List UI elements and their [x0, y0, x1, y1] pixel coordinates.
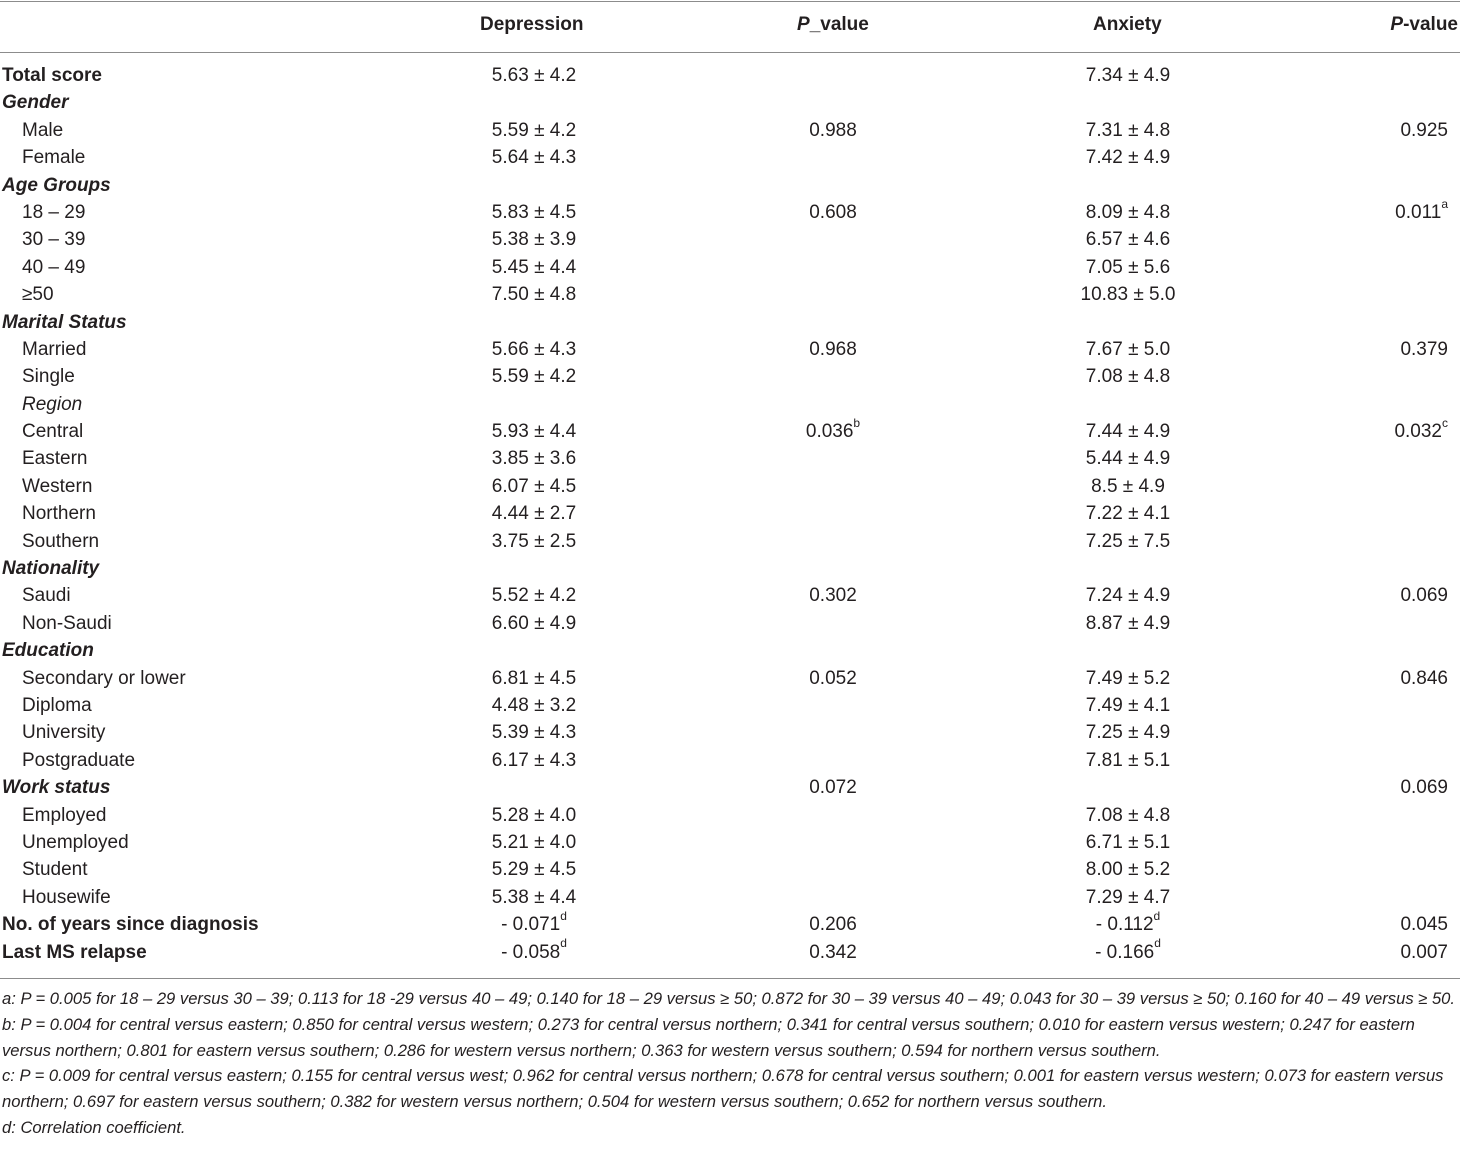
depression-cell-value: 5.29 ± 4.5 — [491, 859, 577, 881]
depression-p-value-cell-value: 0.206 — [809, 914, 857, 936]
table-row — [0, 856, 1460, 883]
row-label: Central — [22, 421, 84, 443]
row-label: Housewife — [22, 886, 111, 908]
row-label: Female — [22, 147, 86, 169]
depression-cell-value: 4.44 ± 2.7 — [491, 503, 577, 525]
row-label: 40 – 49 — [22, 256, 86, 278]
anxiety-p-value-cell — [1400, 911, 1448, 938]
table-row — [0, 473, 1460, 500]
depression-cell-value: 4.48 ± 3.2 — [491, 694, 577, 716]
table-row — [0, 336, 1460, 363]
row-label: 18 – 29 — [22, 201, 86, 223]
row-label: Education — [2, 640, 94, 662]
row-label: No. of years since diagnosis — [2, 914, 259, 936]
table-footnotes — [2, 986, 1458, 1141]
table-row — [0, 363, 1460, 390]
depression-p-value-cell-value: 0.988 — [809, 119, 857, 141]
depression-cell — [492, 610, 576, 637]
depression-cell-value: 5.52 ± 4.2 — [491, 585, 577, 607]
table-row — [0, 62, 1460, 89]
anxiety-cell-value: 7.31 ± 4.8 — [1085, 119, 1171, 141]
row-label: Nationality — [2, 558, 100, 580]
table-row — [0, 89, 1460, 116]
anxiety-p-value-cell — [1400, 665, 1448, 692]
table-row — [0, 582, 1460, 609]
anxiety-cell-value: 7.67 ± 5.0 — [1085, 338, 1171, 360]
depression-cell — [492, 144, 576, 171]
anxiety-cell-value: 7.81 ± 5.1 — [1085, 749, 1171, 771]
anxiety-cell — [1095, 936, 1161, 966]
depression-cell-value: 3.85 ± 3.6 — [491, 448, 577, 470]
row-label: Age Groups — [2, 174, 111, 196]
depression-cell — [501, 936, 567, 966]
table-row — [0, 281, 1460, 308]
depression-cell — [492, 856, 576, 883]
anxiety-cell — [1086, 719, 1170, 746]
anxiety-cell — [1086, 528, 1170, 555]
anxiety-cell — [1086, 856, 1170, 883]
depression-cell — [501, 908, 567, 938]
anxiety-p-value-cell-value: 0.925 — [1400, 119, 1448, 141]
anxiety-cell-value: 8.09 ± 4.8 — [1085, 201, 1171, 223]
row-label: Southern — [22, 530, 100, 552]
footnote-b: b: P = 0.004 for central versus eastern; 0.850 for central versus western; 0.273 for central versus northern; 0.341 for central versus southern; 0.010 for eastern versus western; 0.247 for eastern versus northern; 0.801 for eastern versus southern; 0.286 for western versus northern; 0.363 for western versus southern; 0.594 for northern versus southern. — [2, 1014, 1415, 1060]
row-label: Married — [22, 338, 87, 360]
anxiety-cell-value: 7.05 ± 5.6 — [1085, 256, 1171, 278]
table-row — [0, 254, 1460, 281]
depression-cell-value: 5.93 ± 4.4 — [491, 421, 577, 443]
depression-cell-value: - 0.071 — [501, 914, 561, 936]
table-row — [0, 692, 1460, 719]
depression-cell — [492, 363, 576, 390]
anxiety-cell — [1086, 254, 1170, 281]
table-row — [0, 309, 1460, 336]
row-label: Western — [22, 475, 93, 497]
header-p-value-2-p: P — [1390, 14, 1404, 35]
table-row — [0, 528, 1460, 555]
depression-p-value-cell-value: 0.052 — [809, 667, 857, 689]
anxiety-cell-value: 8.5 ± 4.9 — [1091, 475, 1165, 497]
depression-p-value-cell — [809, 939, 857, 966]
anxiety-cell — [1091, 473, 1165, 500]
row-label: Diploma — [22, 694, 92, 716]
row-label: Last MS relapse — [2, 941, 147, 963]
anxiety-cell-value: - 0.112 — [1095, 914, 1154, 936]
table-row — [0, 884, 1460, 911]
depression-p-value-cell — [809, 774, 857, 801]
depression-cell-value: 5.39 ± 4.3 — [491, 722, 577, 744]
row-label: Student — [22, 859, 88, 881]
anxiety-cell-value: 8.00 ± 5.2 — [1085, 859, 1171, 881]
depression-cell-value: 7.50 ± 4.8 — [491, 284, 577, 306]
header-p-value-2 — [1390, 14, 1458, 36]
anxiety-cell-value: 6.71 ± 5.1 — [1085, 831, 1171, 853]
depression-cell-value: 6.17 ± 4.3 — [491, 749, 577, 771]
depression-cell — [492, 747, 576, 774]
depression-cell-value: 5.38 ± 4.4 — [491, 886, 577, 908]
table-row — [0, 226, 1460, 253]
table-row — [0, 445, 1460, 472]
depression-cell — [492, 117, 576, 144]
depression-cell-value: 6.60 ± 4.9 — [491, 612, 577, 634]
header-p-value-1-rest: _value — [809, 14, 869, 35]
row-label: Non-Saudi — [22, 612, 112, 634]
depression-cell — [492, 445, 576, 472]
row-label: Secondary or lower — [22, 667, 186, 689]
anxiety-cell — [1086, 884, 1170, 911]
anxiety-p-value-cell — [1400, 774, 1448, 801]
header-p-value-1-p: P — [797, 14, 810, 35]
anxiety-p-value-cell — [1400, 117, 1448, 144]
anxiety-p-value-cell-value: 0.379 — [1400, 338, 1448, 360]
depression-cell-value: 5.38 ± 3.9 — [491, 229, 577, 251]
depression-cell-value: 5.59 ± 4.2 — [491, 366, 577, 388]
table-row — [0, 747, 1460, 774]
depression-cell — [492, 665, 576, 692]
depression-cell-value: - 0.058 — [501, 941, 561, 963]
depression-p-value-cell — [809, 665, 857, 692]
depression-cell-value: 6.07 ± 4.5 — [491, 475, 577, 497]
anxiety-cell — [1086, 445, 1170, 472]
header-anxiety: Anxiety — [1093, 14, 1162, 35]
anxiety-cell-value: 7.25 ± 7.5 — [1085, 530, 1171, 552]
anxiety-cell — [1086, 747, 1170, 774]
footnote-d: d: Correlation coefficient. — [2, 1117, 186, 1137]
anxiety-cell — [1086, 418, 1170, 445]
footnote-marker: d — [560, 908, 567, 923]
depression-cell — [492, 829, 576, 856]
depression-cell — [492, 802, 576, 829]
row-label: Work status — [2, 777, 111, 799]
depression-cell — [492, 582, 576, 609]
footnote-a: a: P = 0.005 for 18 – 29 versus 30 – 39; 0.113 for 18 -29 versus 40 – 49; 0.140 for 18 – 29 versus ≥ 50; 0.872 for 30 – 39 versus 40 – 49; 0.043 for 30 – 39 versus ≥ 50; 0.160 for 40 – 49 versus ≥ 50. — [2, 989, 1456, 1008]
table-body — [0, 62, 1460, 966]
depression-p-value-cell-value: 0.968 — [809, 338, 857, 360]
depression-cell — [492, 692, 576, 719]
anxiety-cell-value: 7.44 ± 4.9 — [1085, 421, 1171, 443]
depression-p-value-cell-value: 0.608 — [809, 201, 857, 223]
anxiety-cell — [1086, 665, 1170, 692]
anxiety-p-value-cell — [1400, 582, 1448, 609]
header-p-value-2-rest: -value — [1403, 14, 1458, 35]
depression-p-value-cell — [809, 199, 857, 226]
depression-cell-value: 3.75 ± 2.5 — [491, 530, 577, 552]
table-top-rule — [0, 1, 1460, 2]
anxiety-cell — [1086, 692, 1170, 719]
depression-cell — [492, 254, 576, 281]
depression-p-value-cell — [805, 415, 861, 445]
row-label: Total score — [2, 65, 102, 86]
anxiety-cell — [1086, 829, 1170, 856]
row-label: Northern — [22, 503, 96, 525]
footnote-marker: a — [1441, 196, 1448, 211]
depression-cell — [492, 528, 576, 555]
footnote-marker: d — [1154, 936, 1161, 951]
table-row — [0, 908, 1460, 938]
depression-p-value-cell-value: 0.302 — [809, 585, 857, 607]
anxiety-cell — [1086, 802, 1170, 829]
depression-cell — [492, 281, 576, 308]
footnote-marker: c — [1442, 415, 1448, 430]
table-row — [0, 802, 1460, 829]
depression-cell — [492, 336, 576, 363]
depression-cell-value: 5.63 ± 4.2 — [491, 65, 577, 86]
anxiety-p-value-cell-value: 0.045 — [1400, 914, 1448, 936]
anxiety-cell-value: 7.34 ± 4.9 — [1085, 65, 1171, 86]
row-label: 30 – 39 — [22, 229, 86, 251]
anxiety-cell-value: 8.87 ± 4.9 — [1085, 612, 1171, 634]
anxiety-cell — [1086, 610, 1170, 637]
anxiety-cell — [1086, 62, 1170, 89]
table-row — [0, 196, 1460, 226]
anxiety-p-value-cell-value: 0.069 — [1400, 585, 1448, 607]
anxiety-cell-value: 7.24 ± 4.9 — [1085, 585, 1171, 607]
depression-cell — [492, 719, 576, 746]
table-row — [0, 117, 1460, 144]
anxiety-cell-value: 7.08 ± 4.8 — [1085, 366, 1171, 388]
depression-cell — [492, 62, 576, 89]
table-row — [0, 391, 1460, 418]
anxiety-cell — [1086, 336, 1170, 363]
table-row — [0, 415, 1460, 445]
footnote-marker: b — [853, 415, 861, 430]
table-row — [0, 829, 1460, 856]
table-row — [0, 500, 1460, 527]
anxiety-cell — [1095, 908, 1161, 938]
row-label: University — [22, 722, 106, 744]
depression-cell-value: 5.28 ± 4.0 — [491, 804, 577, 826]
anxiety-p-value-cell — [1395, 196, 1448, 226]
anxiety-cell-value: 7.25 ± 4.9 — [1085, 722, 1171, 744]
anxiety-cell — [1086, 500, 1170, 527]
footnote-c: c: P = 0.009 for central versus eastern; 0.155 for central versus west; 0.962 for central versus northern; 0.678 for central versus southern; 0.001 for eastern versus western; 0.073 for eastern versus northern; 0.697 for eastern versus southern; 0.382 for western versus northern; 0.504 for western versus southern; 0.652 for northern versus southern. — [2, 1066, 1444, 1112]
anxiety-cell-value: - 0.166 — [1095, 941, 1155, 963]
anxiety-p-value-cell — [1394, 415, 1448, 445]
anxiety-cell-value: 7.49 ± 5.2 — [1085, 667, 1171, 689]
row-label: Employed — [22, 804, 107, 826]
table-bottom-rule — [0, 978, 1460, 979]
depression-cell-value: 5.64 ± 4.3 — [491, 147, 577, 169]
anxiety-cell — [1086, 144, 1170, 171]
depression-cell-value: 5.59 ± 4.2 — [491, 119, 577, 141]
depression-cell-value: 5.21 ± 4.0 — [491, 831, 577, 853]
anxiety-cell — [1086, 117, 1170, 144]
table-row — [0, 172, 1460, 199]
anxiety-p-value-cell — [1400, 336, 1448, 363]
anxiety-cell-value: 7.49 ± 4.1 — [1085, 694, 1171, 716]
anxiety-cell-value: 7.08 ± 4.8 — [1085, 804, 1171, 826]
anxiety-cell — [1086, 363, 1170, 390]
depression-p-value-cell — [809, 582, 857, 609]
table-header-rule — [0, 52, 1460, 53]
anxiety-p-value-cell — [1400, 939, 1448, 966]
table-row — [0, 144, 1460, 171]
anxiety-cell — [1081, 281, 1176, 308]
depression-cell-value: 5.45 ± 4.4 — [491, 256, 577, 278]
depression-p-value-cell-value: 0.072 — [809, 777, 857, 799]
depression-cell — [492, 226, 576, 253]
anxiety-p-value-cell-value: 0.032 — [1394, 421, 1442, 443]
depression-cell — [492, 500, 576, 527]
anxiety-p-value-cell-value: 0.007 — [1400, 941, 1448, 963]
depression-cell — [492, 884, 576, 911]
footnote-marker: d — [560, 936, 567, 951]
table-row — [0, 774, 1460, 801]
row-label: Marital Status — [2, 311, 127, 333]
anxiety-p-value-cell-value: 0.069 — [1400, 777, 1448, 799]
anxiety-p-value-cell-value: 0.846 — [1400, 667, 1448, 689]
table-row — [0, 637, 1460, 664]
row-label: Postgraduate — [22, 749, 136, 771]
row-label: Male — [22, 119, 64, 141]
row-label: Saudi — [22, 585, 71, 607]
table-row — [0, 936, 1460, 966]
anxiety-cell-value: 10.83 ± 5.0 — [1080, 284, 1176, 306]
anxiety-cell-value: 7.22 ± 4.1 — [1085, 503, 1171, 525]
row-label: Eastern — [22, 448, 88, 470]
row-label: Unemployed — [22, 831, 129, 853]
depression-cell-value: 5.66 ± 4.3 — [491, 338, 577, 360]
header-p-value-1 — [797, 14, 869, 36]
depression-p-value-cell — [809, 911, 857, 938]
depression-p-value-cell — [809, 117, 857, 144]
header-depression: Depression — [480, 14, 584, 35]
depression-cell — [492, 473, 576, 500]
table-row — [0, 610, 1460, 637]
row-label: Region — [22, 393, 83, 415]
table-header — [0, 12, 1460, 40]
anxiety-cell-value: 7.29 ± 4.7 — [1085, 886, 1171, 908]
depression-cell-value: 6.81 ± 4.5 — [491, 667, 577, 689]
anxiety-cell-value: 7.42 ± 4.9 — [1085, 147, 1171, 169]
depression-cell — [492, 199, 576, 226]
depression-p-value-cell — [809, 336, 857, 363]
depression-p-value-cell-value: 0.036 — [805, 421, 854, 443]
table-row — [0, 555, 1460, 582]
anxiety-cell — [1086, 199, 1170, 226]
anxiety-cell-value: 6.57 ± 4.6 — [1085, 229, 1171, 251]
anxiety-cell-value: 5.44 ± 4.9 — [1085, 448, 1171, 470]
depression-cell — [492, 418, 576, 445]
row-label: Single — [22, 366, 75, 388]
anxiety-p-value-cell-value: 0.011 — [1395, 201, 1442, 223]
depression-cell-value: 5.83 ± 4.5 — [491, 201, 577, 223]
table-row — [0, 719, 1460, 746]
row-label: Gender — [2, 92, 69, 114]
depression-p-value-cell-value: 0.342 — [809, 941, 857, 963]
footnote-marker: d — [1153, 908, 1161, 923]
table-row — [0, 665, 1460, 692]
anxiety-cell — [1086, 226, 1170, 253]
anxiety-cell — [1086, 582, 1170, 609]
row-label: ≥50 — [22, 284, 54, 306]
